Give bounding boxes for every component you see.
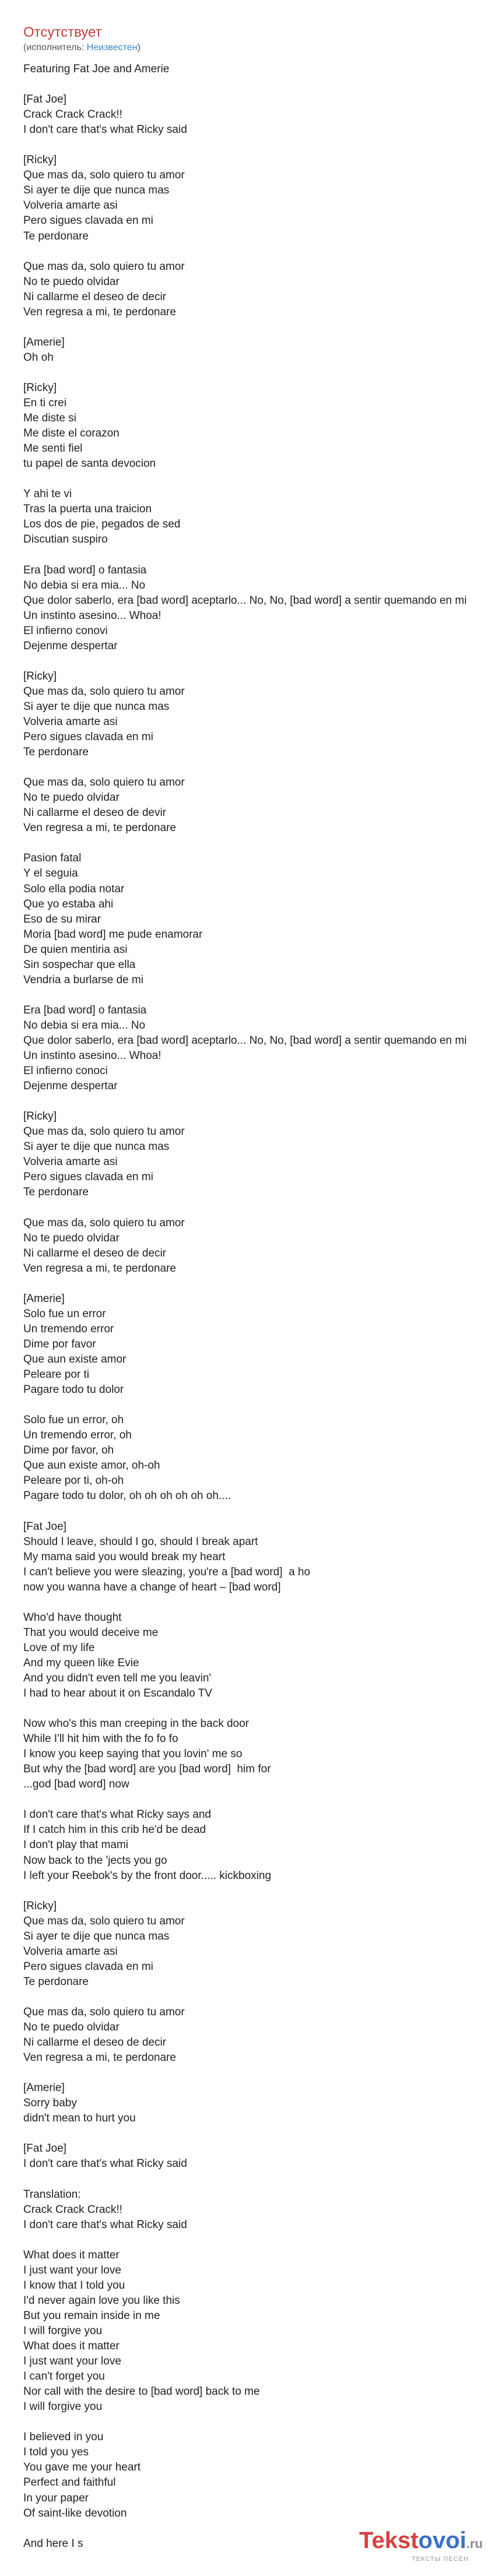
lyrics-text: Featuring Fat Joe and Amerie [Fat Joe] Crack Crack Crack!! I don't care that's what Ricky said [Ricky] Que mas da, solo quiero tu amor Si ayer te dije que nunca mas Volveria amarte asi Pero sigues clavada en mi Te perdonare Que mas da, solo quiero tu amor No te puedo olvidar Ni callarme el deseo de decir Ven regresa a mi, te perdonare [Amerie] Oh oh [Ricky] En ti crei Me diste si Me diste el corazon Me senti fiel tu papel de santa devocion Y ahi te vi Tras la puerta una traicion Los dos de pie, pegados de sed Discutian suspiro Era [bad word] o fantasia No debia si era mia... No Que dolor saberlo, era [bad word] aceptarlo... No, No, [bad word] a sentir quemando en mi Un instinto asesino... Whoa! El infierno conovi Dejenme despertar [Ricky] Que mas da, solo quiero tu amor Si ayer te dije que nunca mas Volveria amarte asi Pero sigues clavada en mi Te perdonare Que mas da, solo quiero tu amor No te puedo olvidar Ni callarme el deseo de devir Ven regresa a mi, te perdonare Pasion fatal Y el seguia Solo ella podia notar Que yo estaba ahi Eso de su mirar Moria [bad word] me pude enamorar De quien mentiria asi Sin sospechar que ella Vendria a burlarse de mi Era [bad word] o fantasia No debia si era mia... No Que dolor saberlo, era [bad word] aceptarlo... No, No, [bad word] a sentir quemando en mi Un instinto asesino... Whoa! El infierno conoci Dejenme despertar [Ricky] Que mas da, solo quiero tu amor Si ayer te dije que nunca mas Volveria amarte asi Pero sigues clavada en mi Te perdonare Que mas da, solo quiero tu amor No te puedo olvidar Ni callarme el deseo de decir Ven regresa a mi, te perdonare [Amerie] Solo fue un error Un tremendo error Dime por favor Que aun existe amor Peleare por ti Pagare todo tu dolor Solo fue un error, oh Un tremendo error, oh Dime por favor, oh Que aun existe amor, oh-oh Peleare por ti, oh-oh Pagare todo tu dolor, oh oh oh oh oh oh.... [Fat Joe] Should I leave, should I go, should I break apart My mama said you would break my heart I can't believe you were sleazing, you're a [bad word] a ho now you wanna have a change of heart – [bad word] Who'd have thought That you would deceive me Love of my life And my queen like Evie And you didn't even tell me you leavin' I had to hear about it on Escandalo TV Now who's this man creeping in the back door While I'll hit him with the fo fo fo I know you keep saying that you lovin' me so But why the [bad word] are you [bad word] him for ...god [bad word] now I don't care that's what Ricky says and If I catch him in this crib he'd be dead I don't play that mami Now back to the 'jects you go I left your Reebok's by the front door..... kickboxing [Ricky] Que mas da, solo quiero tu amor Si ayer te dije que nunca mas Volveria amarte asi Pero sigues clavada en mi Te perdonare Que mas da, solo quiero tu amor No te puedo olvidar Ni callarme el deseo de decir Ven regresa a mi, te perdonare [Amerie] Sorry baby didn't mean to hurt you [Fat Joe] I don't care that's what Ricky said Translation: Crack Crack Crack!! I don't care that's what Ricky said What does it matter I just want your love I know that I told you I'd never again love you like this But you remain inside in me I will forgive you What does it matter I just want your love I can't forget you Nor call with the desire to [bad word] back to me I will forgive you I believed in you I told you yes You gave me your heart Perfect and faithful In your paper Of saint-like devotion And here I s — [23, 63, 467, 2550]
artist-line — [23, 42, 141, 54]
song-title: Отсутствует — [23, 24, 102, 40]
artist-link[interactable]: Неизвестен — [86, 43, 138, 52]
logo-part-1: Tekst — [359, 2528, 419, 2553]
logo-part-3: .ru — [466, 2536, 483, 2551]
artist-suffix: ) — [137, 43, 141, 52]
site-logo[interactable] — [359, 2526, 487, 2567]
logo-tagline: ТЕКСТЫ ПЕСЕН — [412, 2556, 469, 2563]
logo-wordmark — [359, 2526, 483, 2558]
logo-part-2: ovoi — [418, 2528, 466, 2553]
artist-prefix: (исполнитель: — [23, 43, 87, 52]
